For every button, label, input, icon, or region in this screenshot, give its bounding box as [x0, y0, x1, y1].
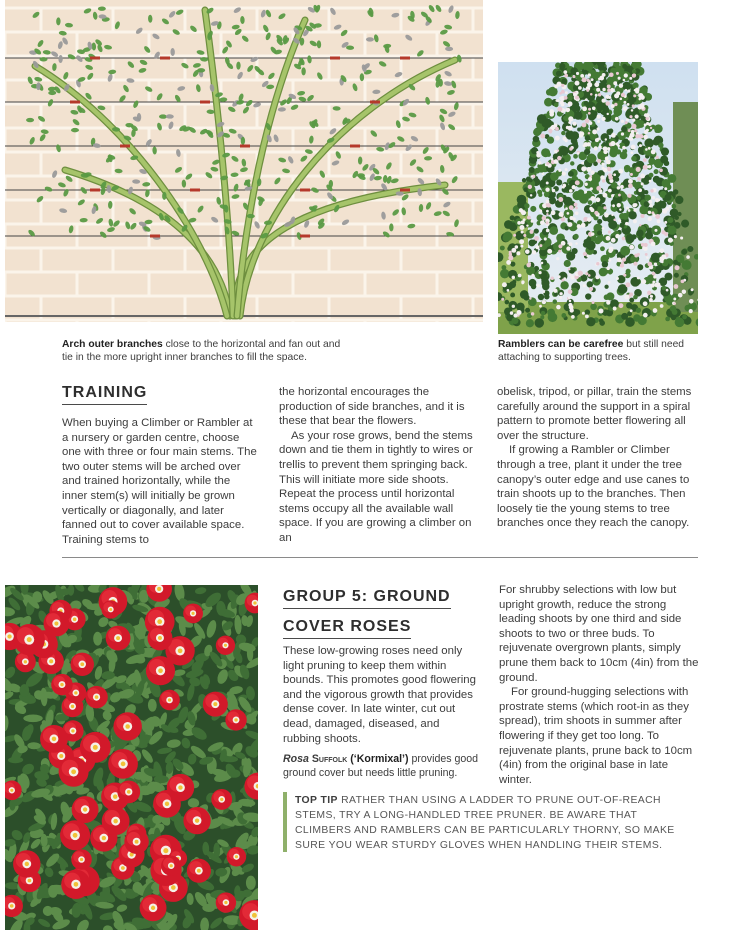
training-col-3 [497, 385, 701, 531]
group5-col-2 [499, 583, 703, 787]
top-tip-bar [283, 792, 287, 852]
top-tip [295, 793, 675, 853]
wall-illustration [5, 0, 483, 322]
suffolk-rose-photo [5, 585, 258, 930]
training-col2-paragraph-2: As your rose grows, bend the stems down and tie them in tightly to wires or trellis to prevent them springing back. This will initiate more side shoots. Repeat the process until horizontal stems occupy all the available wall space. If you are growing a climber on an [279, 429, 481, 546]
rambler-caption-bold: Ramblers can be carefree [498, 339, 623, 350]
rose-caption-text: provides good ground cover but needs little pruning. [283, 753, 478, 779]
training-heading-text: TRAINING [62, 384, 147, 405]
wall-caption-bold: Arch outer branches [62, 339, 163, 350]
group5-col-1 [283, 644, 479, 746]
training-heading [62, 384, 147, 402]
group5-col2-paragraph-2: For ground-hugging selections with prostrate stems (which root-in as they spread), trim shoots in summer after flowering if they get too long. To rejuvenate plants, prune back to 10cm (4in) from the original base in late winter. [499, 685, 703, 787]
rose-photo [5, 585, 258, 930]
rose-caption-genus: Rosa [283, 753, 309, 765]
rose-caption [283, 752, 479, 780]
group5-heading [283, 582, 451, 642]
training-col3-paragraph-1: obelisk, tripod, or pillar, train the stems carefully around the support in a spiral pattern to promote better flowering all over the structure. [497, 385, 701, 443]
rambler-rose-photo [498, 62, 698, 334]
group5-heading-line1: GROUP 5: GROUND [283, 588, 451, 609]
rambler-photo [498, 62, 698, 334]
top-tip-text: RATHER THAN USING A LADDER TO PRUNE OUT-OF-REACH STEMS, TRY A LONG-HANDLED TREE PRUNER. BE AWARE THAT CLIMBERS AND RAMBLERS CAN BE PARTICULARLY THORNY, SO MAKE SURE YOU WEAR STURDY GLOVES WHEN HANDLING THEIR STEMS. [295, 795, 675, 851]
training-col1-paragraph: When buying a Climber or Rambler at a nursery or garden centre, choose one with three or four main stems. The two outer stems will be arched over and trained horizontally, while the inner stem(s) will initially be grown vertically or diagonally, and later fanned out to cover available space. Training stems to [62, 416, 258, 547]
training-col-2 [279, 385, 481, 546]
section-divider [62, 557, 698, 558]
training-col2-paragraph-1: the horizontal encourages the production of side branches, and it is these that bear the flowers. [279, 385, 481, 429]
rambler-caption [498, 338, 703, 364]
training-col3-paragraph-2: If growing a Rambler or Climber through a tree, plant it under the tree canopy’s outer edge and use canes to train shoots up to the branches. Then loosely tie the young stems to tree branches once they reach the canopy. [497, 443, 701, 531]
training-col-1 [62, 416, 258, 547]
rose-caption-cultivar: Suffolk [309, 753, 347, 765]
group5-heading-line2: COVER ROSES [283, 618, 411, 639]
rambler-caption-text: but still need attaching to supporting trees. [498, 339, 684, 363]
wall-caption [62, 338, 352, 364]
group5-col1-paragraph: These low-growing roses need only light pruning to keep them within bounds. This promotes good flowering and the vigorous growth that provides dense cover. In late winter, cut out dead, damaged, diseased, and rubbing shoots. [283, 644, 479, 746]
group5-col2-paragraph-1: For shrubby selections with low but upright growth, reduce the strong leading shoots by one third and side shoots to two or three buds. To rejuvenate overgrown plants, simply prune them back to 10cm (4in) from the ground. [499, 583, 703, 685]
climber-rose-diagram [5, 0, 483, 322]
top-tip-label: TOP TIP [295, 795, 338, 806]
wall-caption-text: close to the horizontal and fan out and tie in the more upright inner branches to fill the space. [62, 339, 340, 363]
rose-caption-code: (‘Kormixal’) [347, 753, 408, 765]
